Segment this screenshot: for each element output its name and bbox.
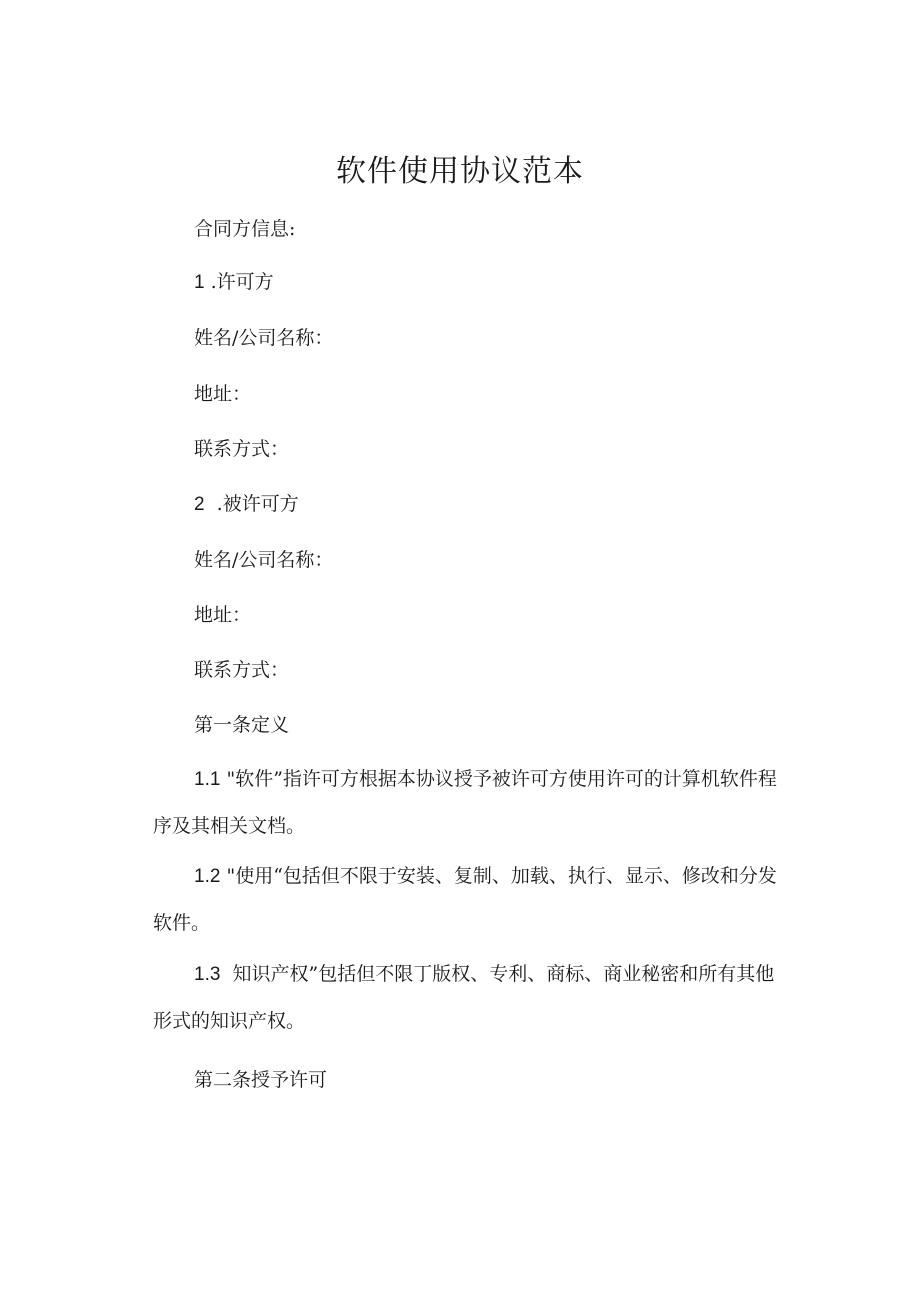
clause-1-1 (153, 756, 793, 849)
clause-1-2 (153, 853, 793, 946)
clause-1-3 (153, 951, 793, 1044)
licensor-address-label: 地址： (194, 383, 252, 405)
licensee-name-label: 姓名/公司名称： (194, 549, 334, 571)
clause-1-1-number: 1.1 (194, 769, 221, 790)
clause-1-3-text: 知识产权”包括但不限丁版权、专利、商标、商业秘密和所有其他形式的知识产权。 (153, 963, 775, 1032)
clause-1-2-text: "使用“包括但不限于安装、复制、加载、执行、显示、修改和分发软件。 (153, 865, 777, 934)
licensee-contact-label: 联系方式： (194, 659, 290, 681)
licensee-address-label: 地址： (194, 604, 252, 626)
licensor-number: 1 (194, 272, 205, 293)
article2-heading: 第二条授予许可 (194, 1069, 328, 1091)
clause-1-1-text: "软件”指许可方根据本协议授予被许可方使用许可的计算机软件程序及其相关文档。 (153, 768, 777, 837)
clause-1-2-number: 1.2 (194, 866, 221, 887)
article1-heading: 第一条定义 (194, 714, 290, 736)
licensor-name-label: 姓名/公司名称： (194, 327, 334, 349)
party-info-heading: 合同方信息: (194, 218, 296, 240)
licensee-label: .被许可方 (216, 493, 299, 515)
licensor-contact-label: 联系方式： (194, 438, 290, 460)
clause-1-3-number: 1.3 (194, 964, 221, 985)
licensee-heading (194, 490, 299, 519)
licensor-label: .许可方 (210, 271, 274, 293)
licensee-number: 2 (194, 494, 205, 515)
document-title: 软件使用协议范本 (336, 154, 584, 189)
licensor-heading (194, 268, 274, 297)
